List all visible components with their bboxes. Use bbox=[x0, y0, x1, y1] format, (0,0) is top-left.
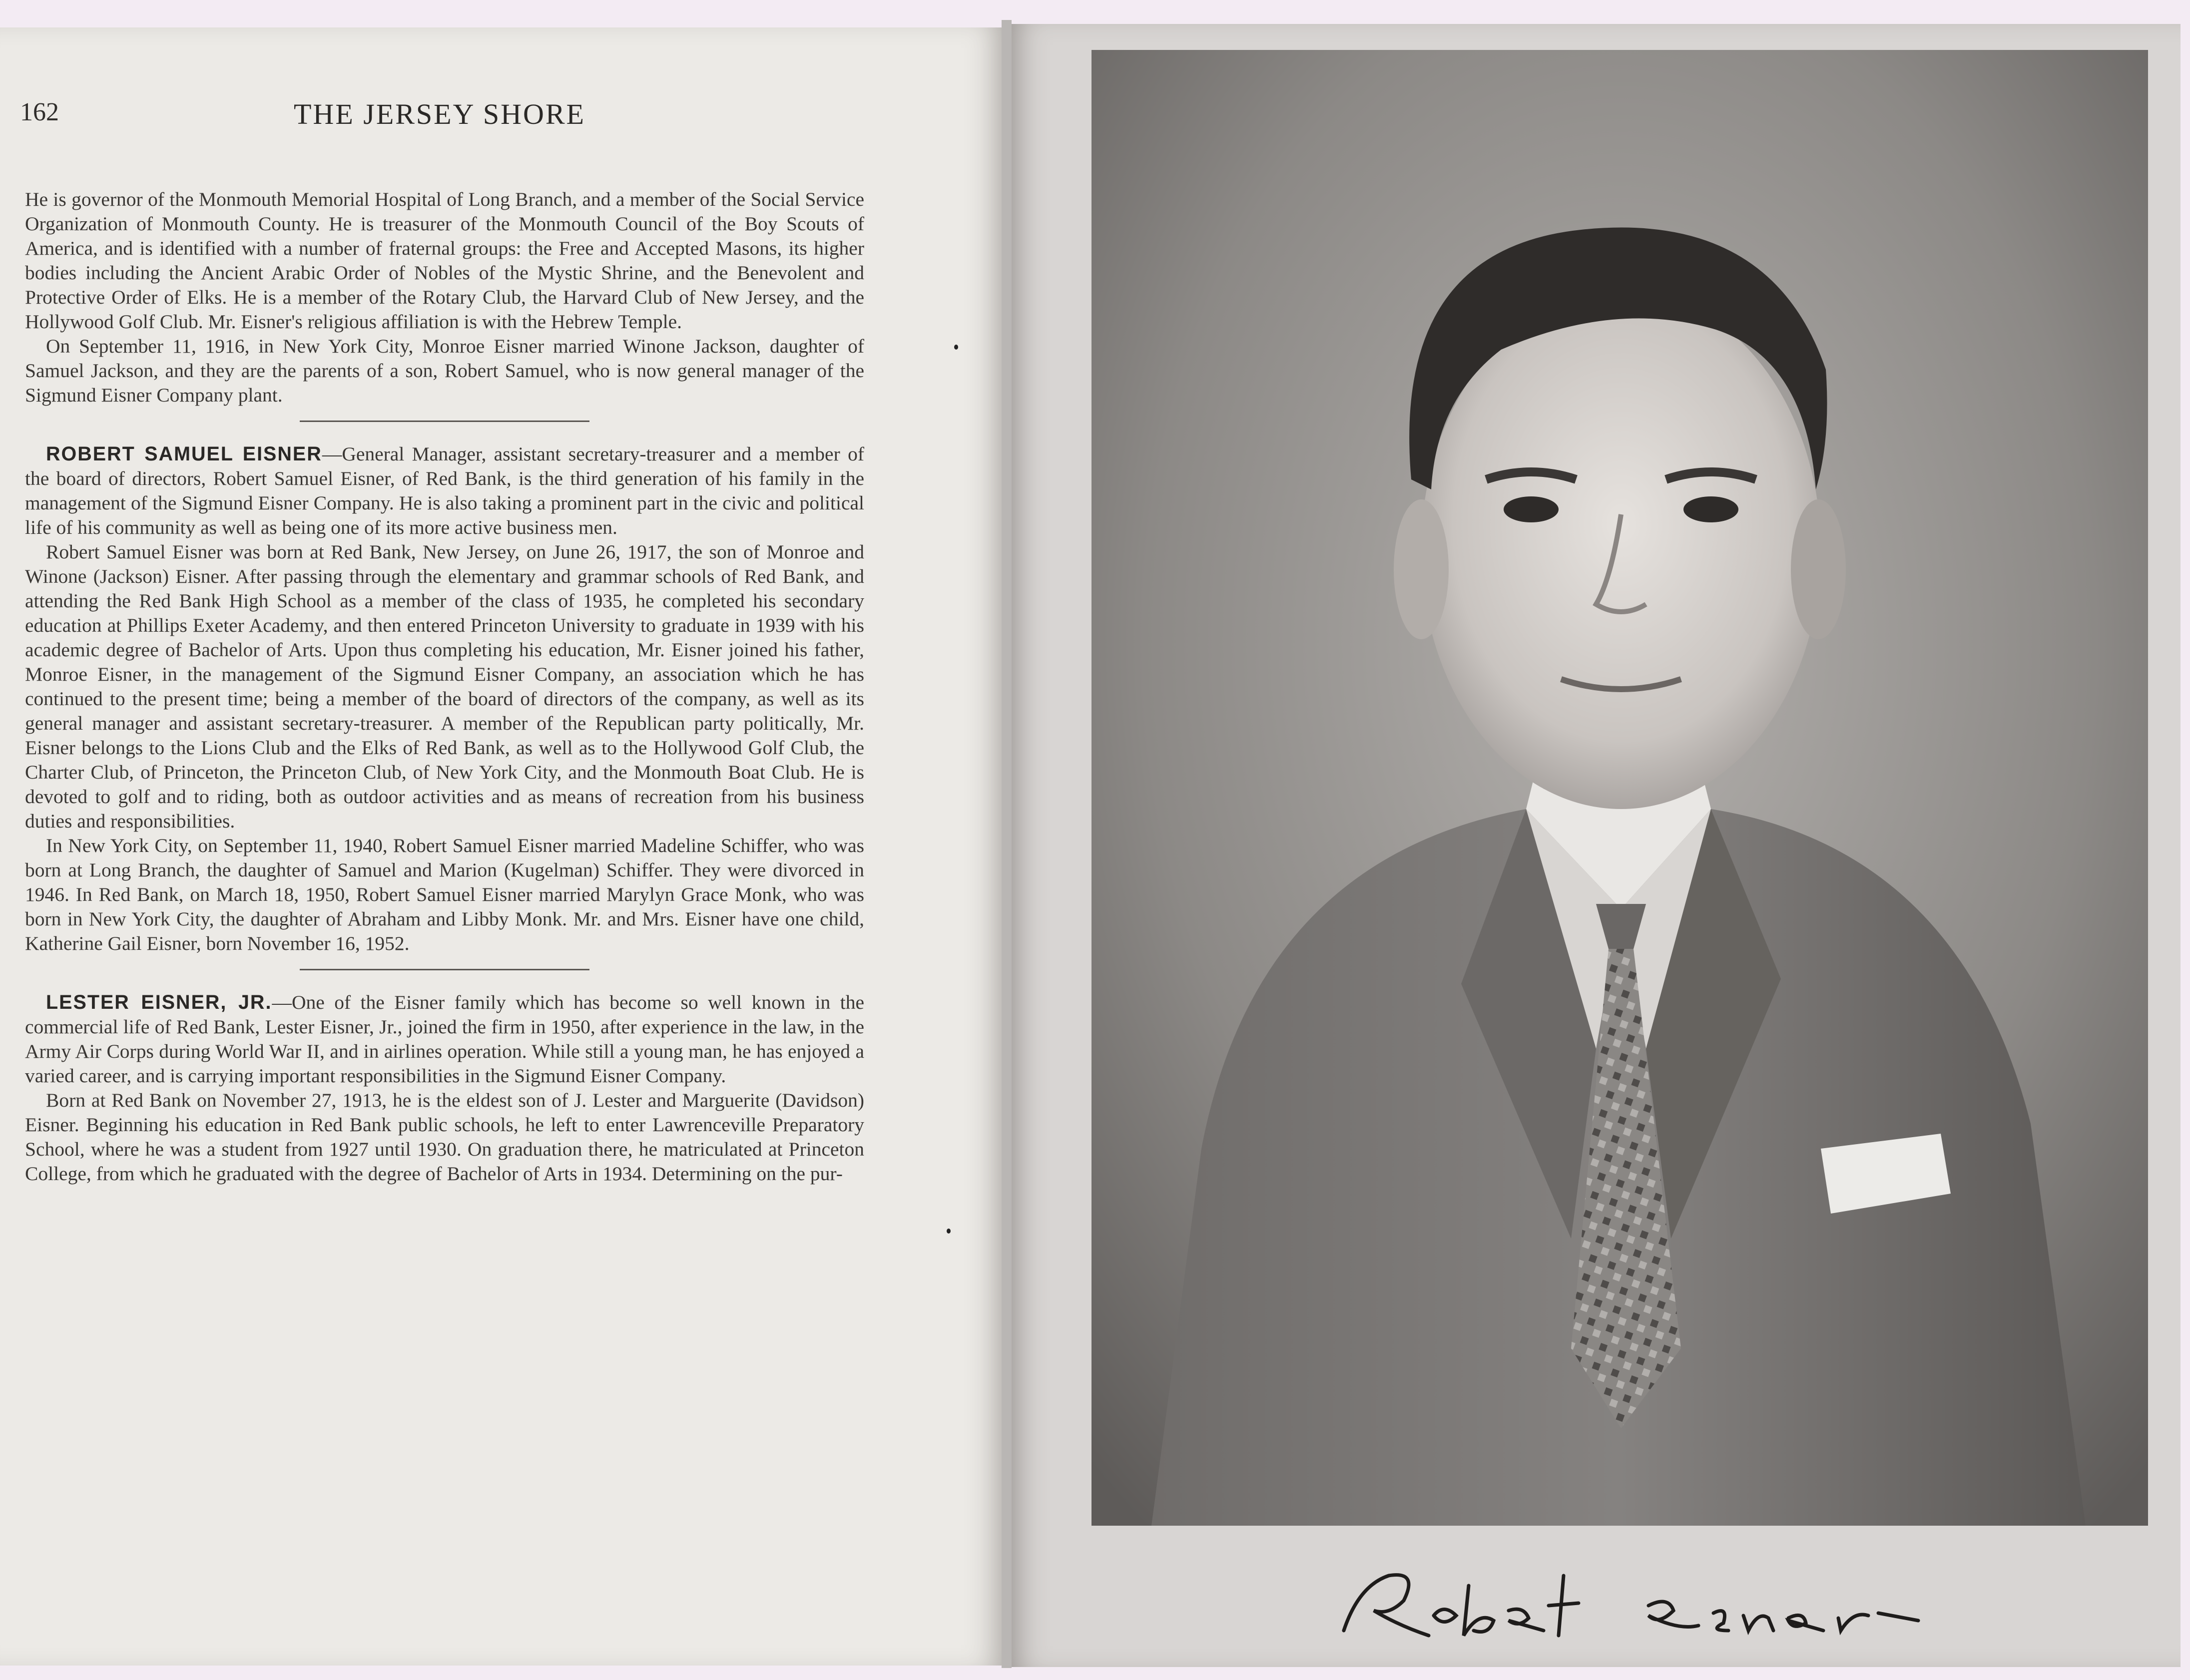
left-page bbox=[0, 27, 1002, 1666]
print-speck bbox=[954, 345, 958, 350]
intro-paragraph-2: On September 11, 1916, in New York City, Monroe Eisner married Winone Jackson, daughter of Samuel Jackson, and they are the parents of a son, Robert Samuel, who is now general manager of the Sigmund Eisner Company plant. bbox=[25, 335, 864, 406]
lester-paragraph-2: Born at Red Bank on November 27, 1913, he is the eldest son of J. Lester and Marguerite (Davidson) Eisner. Beginning his education in Red Bank public schools, he left to enter Lawrenceville Preparatory School, where he was a student from 1927 until 1930. On graduation there, he matriculated at Princeton College, from which he graduated with the degree of Bachelor of Arts in 1934. Determining on the pur- bbox=[25, 1089, 864, 1185]
portrait-illustration bbox=[1092, 50, 2148, 1526]
text-column bbox=[25, 187, 864, 1186]
signature-graphic bbox=[1329, 1556, 1928, 1656]
robert-entry-lead bbox=[25, 442, 864, 540]
section-divider bbox=[300, 969, 589, 970]
robert-paragraph-3: In New York City, on September 11, 1940, Robert Samuel Eisner married Madeline Schiffer, who was born at Long Branch, the daughter of Samuel and Marion (Kugelman) Schiffer. They were divorced in 1946. In Red Bank, on March 18, 1950, Robert Samuel Eisner married Marylyn Grace Monk, who was born in New York City, the daughter of Abraham and Libby Monk. Mr. and Mrs. Eisner have one child, Katherine Gail Eisner, born November 16, 1952. bbox=[25, 835, 864, 954]
robert-heading: ROBERT SAMUEL EISNER bbox=[46, 443, 322, 465]
page-title: THE JERSEY SHORE bbox=[294, 98, 585, 130]
lester-heading: LESTER EISNER, JR. bbox=[46, 991, 272, 1013]
robert-lead-text: —General Manager, assistant secretary-treasurer and a member of the board of directors, Robert Samuel Eisner, of Red Bank, is the third generation of his family in the management of the Sigmund Eisner Company. He is also taking a prominent part in the civic and political life of his community as well as being one of its more active business men. bbox=[25, 443, 864, 538]
print-speck bbox=[947, 1229, 951, 1234]
signature bbox=[1329, 1556, 1928, 1656]
intro-paragraph-1: He is governor of the Monmouth Memorial Hospital of Long Branch, and a member of the Social Service Organization of Monmouth County. He is treasurer of the Monmouth Council of the Boy Scouts of America, and is identified with a number of fraternal groups: the Free and Accepted Masons, its higher bodies including the Ancient Arabic Order of Nobles of the Mystic Shrine, and the Benevolent and Protective Order of Elks. He is a member of the Rotary Club, the Harvard Club of New Jersey, and the Hollywood Golf Club. Mr. Eisner's religious affiliation is with the Hebrew Temple. bbox=[25, 188, 864, 333]
lester-entry-lead bbox=[25, 990, 864, 1088]
robert-paragraph-2: Robert Samuel Eisner was born at Red Bank, New Jersey, on June 26, 1917, the son of Monroe and Winone (Jackson) Eisner. After passing through the elementary and grammar schools of Red Bank, and attending the Red Bank High School as a member of the class of 1935, he completed his secondary education at Phillips Exeter Academy, and then entered Princeton University to graduate in 1939 with his academic degree of Bachelor of Arts. Upon thus completing his education, Mr. Eisner joined his father, Monroe Eisner, in the management of the Sigmund Eisner Company, an association which he has continued to the present time; being a member of the board of directors of the company, as well as its general manager and assistant secretary-treasurer. A member of the Republican party politically, Mr. Eisner belongs to the Lions Club and the Elks of Red Bank, as well as to the Hollywood Golf Club, the Charter Club, of Princeton, the Princeton Club, of New York City, and the Monmouth Boat Club. He is devoted to golf and to riding, both as outdoor activities and as means of recreation from his business duties and responsibilities. bbox=[25, 541, 864, 832]
running-head bbox=[20, 97, 859, 142]
book-gutter bbox=[1002, 20, 1012, 1668]
lester-lead-text: —One of the Eisner family which has become so well known in the commercial life of Red Bank, Lester Eisner, Jr., joined the firm in 1950, after experience in the law, in the Army Air Corps during World War II, and in airlines operation. While still a young man, he has enjoyed a varied career, and is carrying important responsibilities in the Sigmund Eisner Company. bbox=[25, 991, 864, 1087]
portrait-photo bbox=[1092, 50, 2148, 1526]
page-number: 162 bbox=[20, 98, 59, 126]
section-divider bbox=[300, 420, 589, 422]
